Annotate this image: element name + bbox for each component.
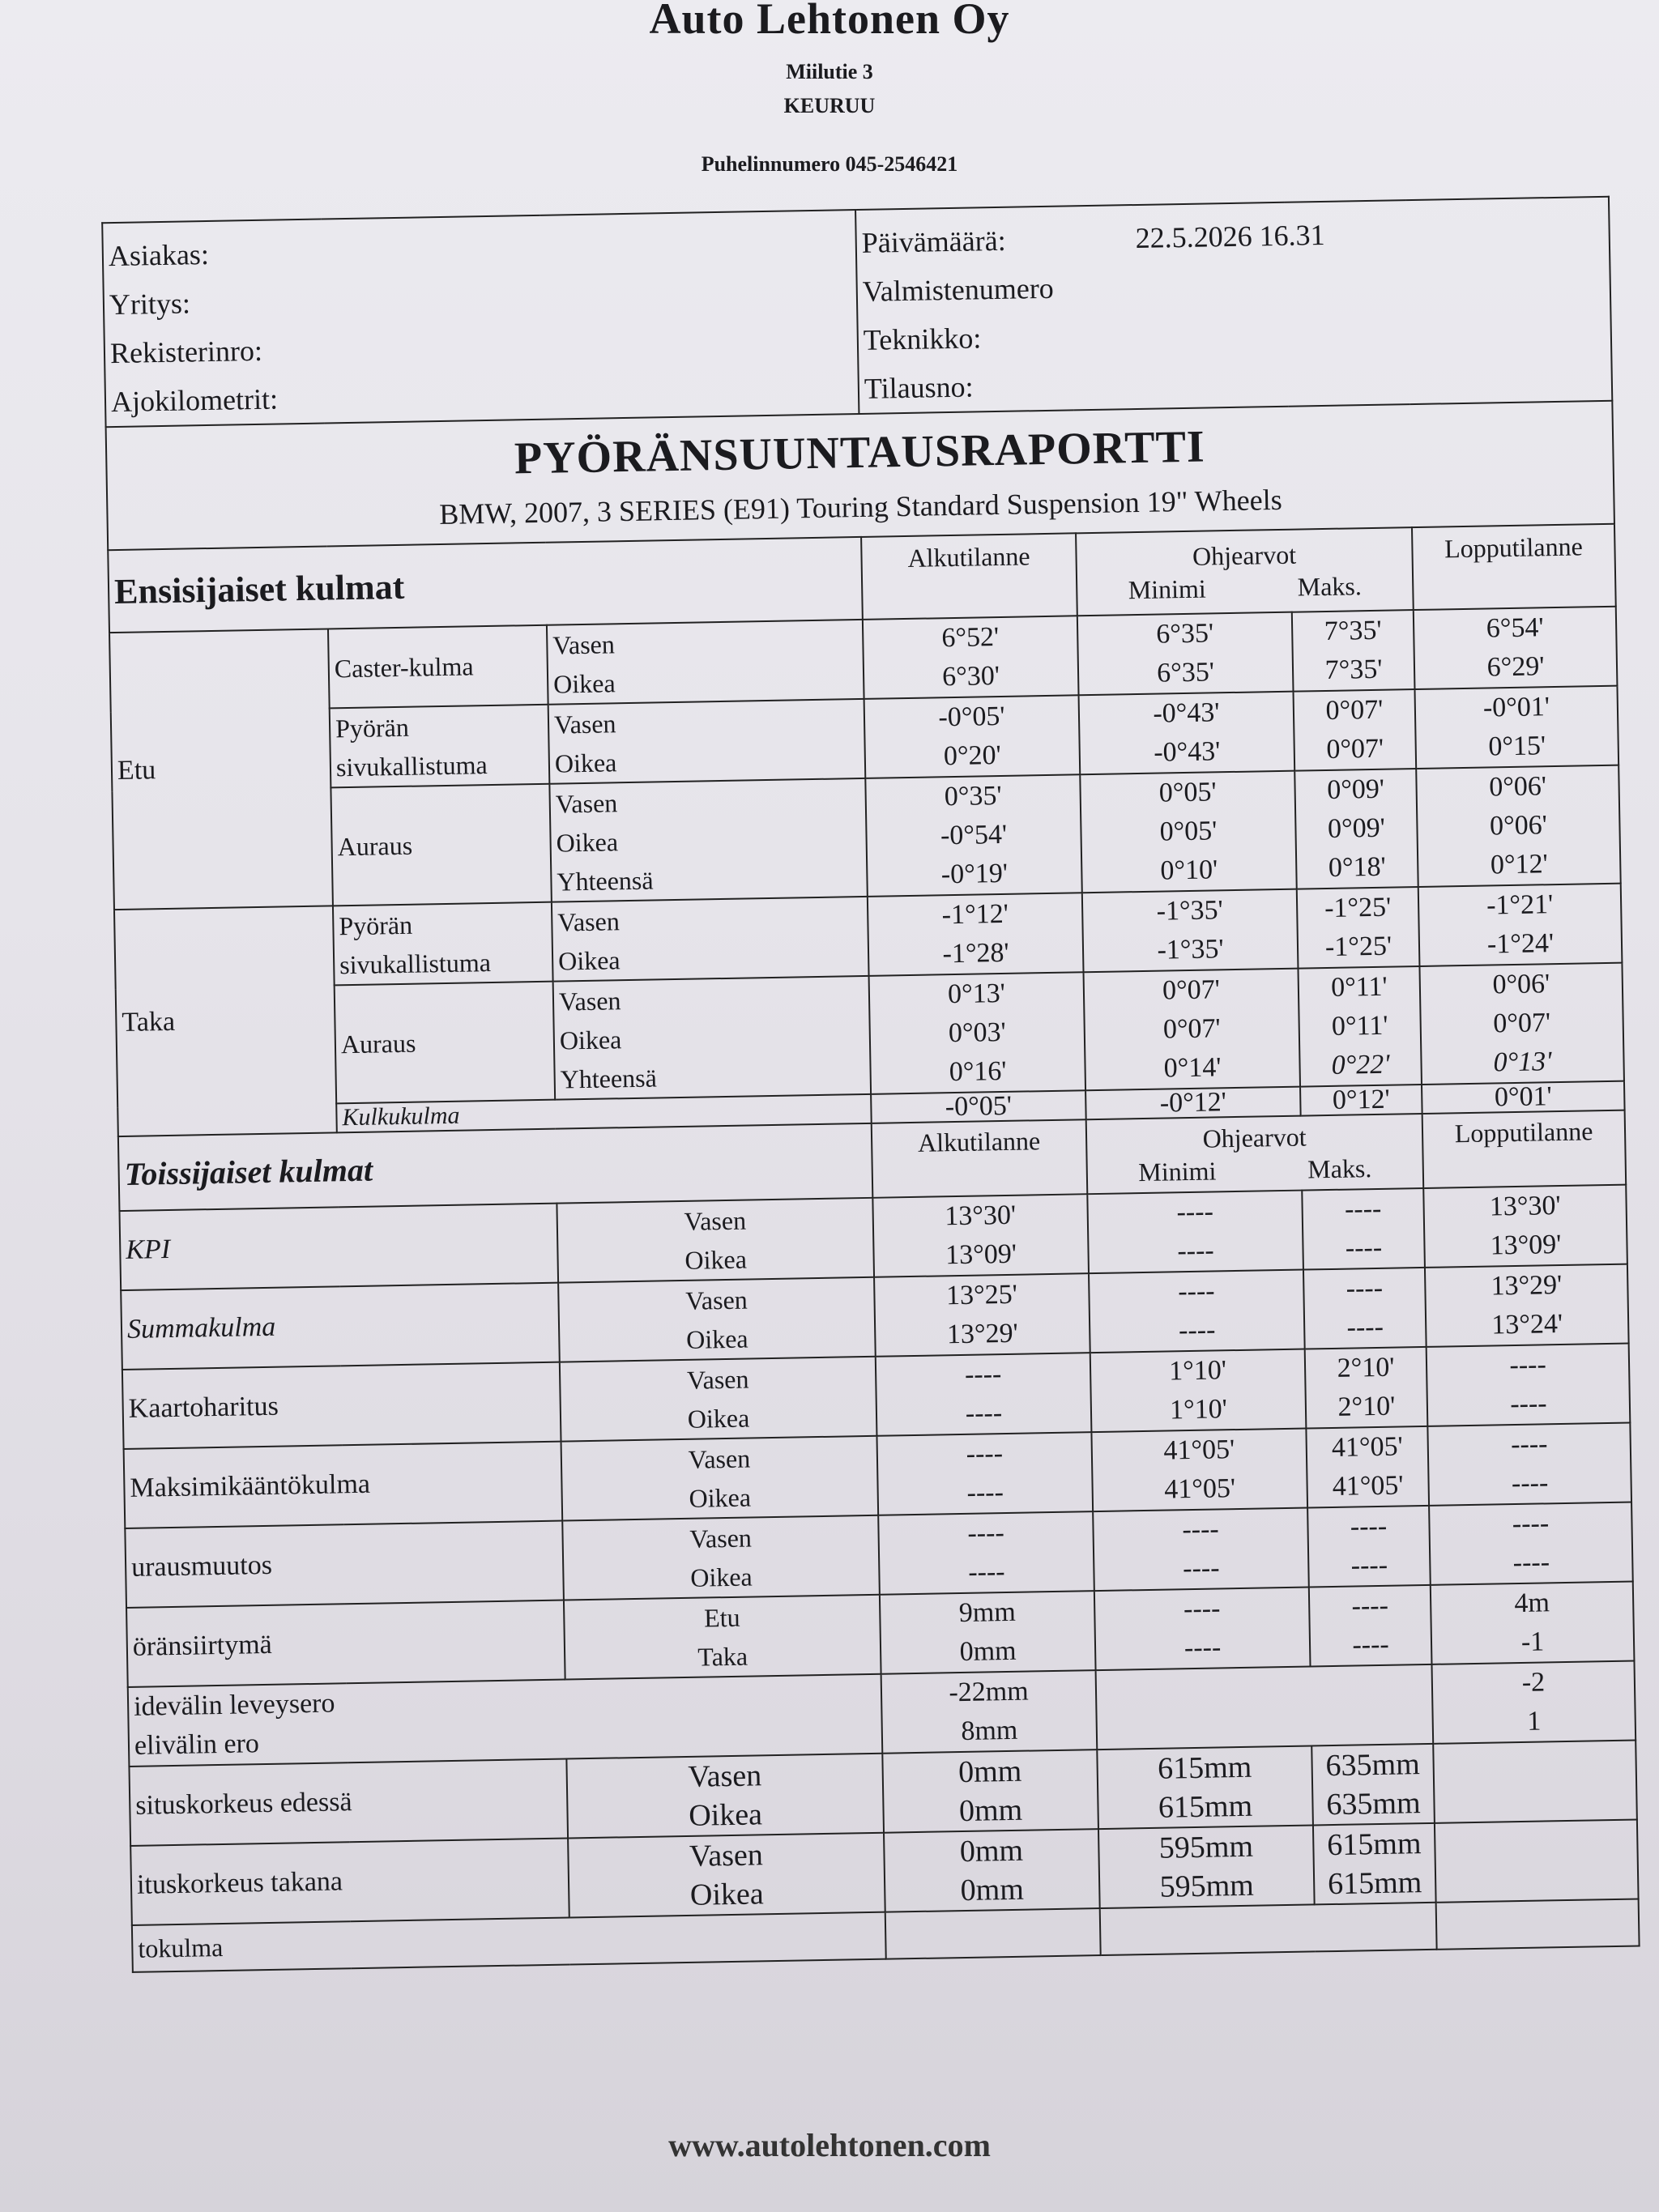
caster-label: Caster-kulma — [328, 625, 548, 709]
front-camber-right-final: 0°15' — [1488, 731, 1546, 762]
report-title: PYÖRÄNSUUNTAUSRAPORTTI — [514, 421, 1206, 484]
setback-rear-min: ---- — [1183, 1632, 1222, 1664]
max-steer-left-min: 41°05' — [1163, 1434, 1235, 1466]
rear-camber-label-2: sivukallistuma — [339, 948, 492, 980]
company-phone — [0, 152, 1659, 177]
toe-out-left-max: 2°10' — [1337, 1352, 1395, 1383]
ride-rear-right-label: Oikea — [689, 1877, 765, 1912]
rear-toe-right-initial: 0°03' — [948, 1016, 1006, 1049]
ride-front-left-initial: 0mm — [957, 1754, 1022, 1790]
vehicle-description: BMW, 2007, 3 SERIES (E91) Touring Standard Suspension 19" Wheels — [438, 483, 1282, 531]
setback-rear-max: ---- — [1352, 1629, 1390, 1660]
max-steer-right-max: 41°05' — [1332, 1470, 1404, 1502]
front-toe-right-max: 0°09' — [1327, 812, 1386, 844]
toe-out-right-max: 2°10' — [1337, 1391, 1396, 1422]
caster-right-initial: 6°30' — [941, 661, 1000, 693]
rear-toe-total-label: Yhteensä — [560, 1063, 658, 1094]
secondary-min-label: Minimi — [1137, 1156, 1217, 1187]
setback-rear-label: Taka — [697, 1641, 748, 1672]
included-left-min: ---- — [1177, 1276, 1215, 1307]
front-toe-right-final: 0°06' — [1489, 810, 1548, 842]
kpi-left-label: Vasen — [684, 1205, 747, 1236]
track-diff-spec-empty — [1096, 1664, 1434, 1750]
rear-camber-left-label: Vasen — [557, 906, 621, 937]
max-steer-right-min: 41°05' — [1163, 1473, 1236, 1505]
toe-out-right-label: Oikea — [687, 1403, 750, 1434]
front-camber-right-label: Oikea — [554, 748, 617, 778]
kpi-left-max: ---- — [1344, 1193, 1382, 1225]
company-label: Yritys: — [109, 287, 191, 322]
kpi-right-min: ---- — [1177, 1235, 1215, 1267]
rear-camber-left-max: -1°25' — [1324, 892, 1392, 924]
max-steer-left-initial: ---- — [966, 1438, 1004, 1469]
front-camber-left-initial: -0°05' — [938, 701, 1005, 733]
rear-toe-left-final: 0°06' — [1492, 969, 1550, 1000]
front-camber-left-max: 0°07' — [1325, 694, 1384, 726]
front-toe-left-final: 0°06' — [1488, 771, 1547, 803]
secondary-heading: Toissijaiset kulmat — [118, 1123, 872, 1211]
caster-right-max: 7°35' — [1324, 654, 1383, 685]
company-city: KEURUU — [783, 94, 876, 117]
thrust-max: 0°12' — [1300, 1085, 1422, 1116]
ride-rear-left-max: 615mm — [1326, 1826, 1422, 1863]
toe-change-right-min: ---- — [1182, 1553, 1220, 1584]
included-angle-label: Summakulma — [121, 1283, 560, 1370]
front-toe-total-min: 0°10' — [1160, 855, 1218, 886]
included-left-final: 13°29' — [1491, 1269, 1563, 1302]
front-toe-left-min: 0°05' — [1158, 777, 1217, 808]
track-diff-initial: -22mm — [949, 1676, 1029, 1708]
ride-front-final-empty — [1433, 1740, 1637, 1822]
thrust-label: Kulkukulma — [336, 1094, 872, 1133]
front-toe-right-label: Oikea — [556, 827, 619, 858]
company-street: Miilutie 3 — [786, 60, 873, 83]
setback-front-initial: 9mm — [958, 1596, 1017, 1629]
company-header — [0, 0, 1659, 177]
track-diff-label: idevälin leveysero — [133, 1688, 335, 1722]
ride-rear-right-min: 595mm — [1159, 1868, 1255, 1904]
caster-left-min: 6°35' — [1156, 618, 1214, 650]
front-toe-left-label: Vasen — [555, 788, 618, 819]
thrust-min: -0°12' — [1085, 1087, 1301, 1120]
ride-front-label: situskorkeus edessä — [129, 1759, 568, 1846]
front-toe-right-initial: -0°54' — [940, 819, 1008, 851]
rear-camber-left-min: -1°35' — [1156, 895, 1224, 927]
kpi-left-initial: 13°30' — [945, 1200, 1017, 1232]
rear-camber-left-final: -1°21' — [1486, 889, 1554, 921]
rear-camber-right-label: Oikea — [557, 945, 621, 976]
report-table — [101, 196, 1640, 1973]
front-toe-label: Auraus — [331, 784, 552, 906]
max-steer-right-label: Oikea — [689, 1482, 752, 1513]
max-steer-left-final: ---- — [1510, 1429, 1548, 1460]
customer-label: Asiakas: — [108, 237, 210, 273]
front-camber-label-1: Pyörän — [335, 712, 410, 744]
alignment-report — [0, 195, 1659, 1975]
ride-front-right-min: 615mm — [1158, 1788, 1253, 1825]
front-camber-right-initial: 0°20' — [943, 739, 1002, 772]
front-camber-left-min: -0°43' — [1153, 697, 1220, 729]
ride-rear-right-initial: 0mm — [960, 1872, 1025, 1908]
rear-toe-label: Auraus — [335, 982, 556, 1104]
toe-change-right-max: ---- — [1350, 1549, 1388, 1581]
toe-out-right-final: ---- — [1509, 1388, 1547, 1420]
toe-out-left-final: ---- — [1509, 1349, 1547, 1381]
primary-col-spec — [1076, 527, 1414, 616]
caster-right-final: 6°29' — [1486, 651, 1545, 683]
ride-front-right-label: Oikea — [688, 1797, 763, 1833]
rear-toe-total-max: 0°22' — [1331, 1049, 1390, 1080]
rear-camber-right-final: -1°24' — [1486, 928, 1555, 960]
max-steer-left-label: Vasen — [688, 1443, 751, 1474]
included-right-max: ---- — [1346, 1311, 1384, 1343]
toe-change-left-min: ---- — [1182, 1514, 1220, 1545]
included-left-label: Vasen — [684, 1285, 748, 1315]
primary-col-final: Lopputilanne — [1412, 524, 1616, 610]
rear-toe-left-label: Vasen — [558, 986, 621, 1016]
primary-col-initial: Alkutilanne — [861, 533, 1077, 620]
footer-url: www.autolehtonen.com — [668, 2127, 991, 2163]
toe-change-right-final: ---- — [1512, 1547, 1550, 1579]
setback-front-final: 4m — [1514, 1588, 1550, 1619]
kpi-right-label: Oikea — [684, 1244, 748, 1275]
ride-rear-label: ituskorkeus takana — [130, 1839, 569, 1925]
rear-toe-right-min: 0°07' — [1162, 1013, 1221, 1045]
front-toe-total-label: Yhteensä — [557, 865, 654, 897]
toe-change-left-final: ---- — [1512, 1508, 1550, 1540]
front-toe-left-max: 0°09' — [1326, 774, 1385, 805]
setback-label: öränsiirtymä — [126, 1600, 565, 1687]
kpi-left-min: ---- — [1176, 1196, 1214, 1228]
kpi-left-final: 13°30' — [1489, 1191, 1561, 1222]
rear-camber-right-max: -1°25' — [1324, 931, 1392, 963]
secondary-max-label: Maks. — [1307, 1153, 1372, 1184]
setback-front-max: ---- — [1351, 1590, 1389, 1622]
rear-toe-left-initial: 0°13' — [947, 978, 1006, 1010]
wheelbase-diff-final: 1 — [1526, 1706, 1542, 1737]
kpi-label: KPI — [119, 1204, 558, 1290]
primary-spec-label: Ohjearvot — [1192, 539, 1297, 571]
rear-toe-left-max: 0°11' — [1330, 971, 1388, 1003]
caster-right-min: 6°35' — [1156, 657, 1215, 688]
primary-heading: Ensisijaiset kulmat — [108, 537, 863, 633]
front-camber-left-label: Vasen — [553, 709, 616, 739]
toe-change-left-label: Vasen — [689, 1523, 753, 1554]
caster-left-label: Vasen — [552, 629, 616, 660]
company-name: Auto Lehtonen Oy — [649, 0, 1010, 43]
secondary-col-initial: Alkutilanne — [872, 1119, 1088, 1198]
caster-left-initial: 6°52' — [941, 622, 1000, 654]
max-steer-label: Maksimikääntökulma — [124, 1442, 563, 1528]
secondary-col-final: Lopputilanne — [1422, 1110, 1627, 1188]
track-diff-final: -2 — [1521, 1667, 1546, 1698]
kpi-right-max: ---- — [1345, 1232, 1383, 1264]
front-camber-right-min: -0°43' — [1153, 736, 1221, 768]
front-toe-total-max: 0°18' — [1328, 851, 1386, 883]
rear-camber-label-1: Pyörän — [339, 910, 413, 941]
ride-rear-right-max: 615mm — [1327, 1865, 1422, 1902]
toe-change-right-initial: ---- — [967, 1557, 1005, 1588]
last-row-final — [1436, 1899, 1640, 1949]
technician-label: Teknikko: — [863, 322, 982, 356]
rear-camber-right-min: -1°35' — [1157, 934, 1224, 965]
included-right-final: 13°24' — [1491, 1308, 1563, 1340]
rear-toe-total-final: 0°13' — [1493, 1046, 1552, 1078]
front-toe-total-initial: -0°19' — [940, 858, 1009, 890]
front-camber-left-final: -0°01' — [1482, 692, 1550, 723]
rear-group-label: Taka — [114, 906, 337, 1136]
caster-left-max: 7°35' — [1324, 615, 1382, 646]
rear-toe-right-max: 0°11' — [1331, 1010, 1388, 1042]
rear-toe-left-min: 0°07' — [1162, 974, 1221, 1006]
last-row-initial — [885, 1908, 1101, 1959]
included-left-max: ---- — [1346, 1272, 1384, 1304]
rear-toe-right-final: 0°07' — [1493, 1008, 1551, 1039]
max-steer-left-max: 41°05' — [1331, 1431, 1403, 1463]
max-steer-right-final: ---- — [1511, 1468, 1549, 1499]
toe-change-label: urausmuutos — [125, 1521, 564, 1608]
included-right-initial: 13°29' — [946, 1318, 1018, 1350]
included-left-initial: 13°25' — [945, 1279, 1018, 1311]
date-label: Päivämäärä: — [861, 224, 1007, 259]
rear-camber-left-initial: -1°12' — [941, 898, 1009, 931]
primary-min-label: Minimi — [1128, 573, 1207, 605]
wheelbase-diff-initial: 8mm — [961, 1715, 1018, 1747]
toe-out-left-min: 1°10' — [1168, 1355, 1227, 1387]
primary-max-label: Maks. — [1297, 571, 1363, 602]
toe-out-right-min: 1°10' — [1169, 1394, 1228, 1426]
rear-toe-total-initial: 0°16' — [949, 1055, 1007, 1088]
toe-out-left-label: Vasen — [686, 1364, 749, 1395]
info-row — [102, 197, 1612, 427]
phone-label: Puhelinnumero — [701, 152, 841, 176]
rear-camber-right-initial: -1°28' — [942, 937, 1009, 970]
ride-rear-final-empty — [1435, 1819, 1639, 1902]
phone-number: 045-2546421 — [845, 152, 958, 176]
thrust-initial: -0°05' — [871, 1090, 1086, 1123]
order-label: Tilausno: — [864, 370, 974, 405]
rear-toe-total-min: 0°14' — [1163, 1052, 1222, 1084]
last-row-label: tokulma — [132, 1912, 886, 1972]
ride-front-right-max: 635mm — [1326, 1786, 1421, 1822]
toe-change-left-max: ---- — [1350, 1511, 1388, 1542]
front-camber-label-2: sivukallistuma — [335, 750, 488, 782]
front-toe-right-min: 0°05' — [1159, 816, 1218, 847]
toe-change-left-initial: ---- — [967, 1518, 1005, 1549]
ride-rear-left-min: 595mm — [1158, 1829, 1254, 1865]
kpi-right-final: 13°09' — [1490, 1230, 1562, 1261]
max-steer-right-initial: ---- — [966, 1477, 1004, 1508]
setback-rear-initial: 0mm — [959, 1635, 1017, 1668]
kpi-right-initial: 13°09' — [945, 1238, 1017, 1271]
thrust-final: 0°01' — [1422, 1081, 1625, 1114]
ride-front-left-max: 635mm — [1325, 1747, 1421, 1784]
registration-label: Rekisterinro: — [109, 334, 263, 370]
setback-front-min: ---- — [1183, 1593, 1221, 1625]
included-right-min: ---- — [1178, 1315, 1216, 1346]
secondary-col-spec — [1086, 1114, 1424, 1194]
toe-out-label: Kaartoharitus — [122, 1362, 561, 1449]
serial-label: Valmistenumero — [862, 271, 1055, 308]
front-toe-left-initial: 0°35' — [944, 780, 1002, 812]
caster-right-label: Oikea — [552, 668, 616, 699]
toe-out-left-initial: ---- — [964, 1359, 1002, 1390]
front-group-label: Etu — [109, 629, 333, 910]
ride-front-left-label: Vasen — [688, 1758, 762, 1794]
ride-rear-left-initial: 0mm — [959, 1833, 1024, 1869]
front-toe-total-final: 0°12' — [1490, 849, 1548, 880]
secondary-spec-label: Ohjearvot — [1202, 1122, 1307, 1153]
customer-info — [102, 210, 859, 427]
toe-out-right-initial: ---- — [965, 1398, 1003, 1429]
ride-front-right-initial: 0mm — [958, 1792, 1023, 1829]
included-right-label: Oikea — [685, 1323, 748, 1354]
rear-toe-right-label: Oikea — [559, 1025, 622, 1055]
ride-rear-left-label: Vasen — [689, 1838, 764, 1873]
setback-rear-final: -1 — [1520, 1626, 1545, 1657]
mileage-label: Ajokilometrit: — [110, 382, 279, 419]
ride-front-left-min: 615mm — [1157, 1750, 1252, 1786]
front-camber-right-max: 0°07' — [1326, 733, 1384, 765]
toe-change-right-label: Oikea — [689, 1562, 753, 1592]
wheelbase-diff-label: elivälin ero — [134, 1728, 260, 1761]
order-info — [855, 197, 1612, 414]
last-row-spec — [1100, 1903, 1437, 1955]
setback-front-label: Etu — [703, 1602, 740, 1633]
caster-left-final: 6°54' — [1486, 612, 1544, 644]
date-value: 22.5.2026 16.31 — [1135, 218, 1325, 254]
